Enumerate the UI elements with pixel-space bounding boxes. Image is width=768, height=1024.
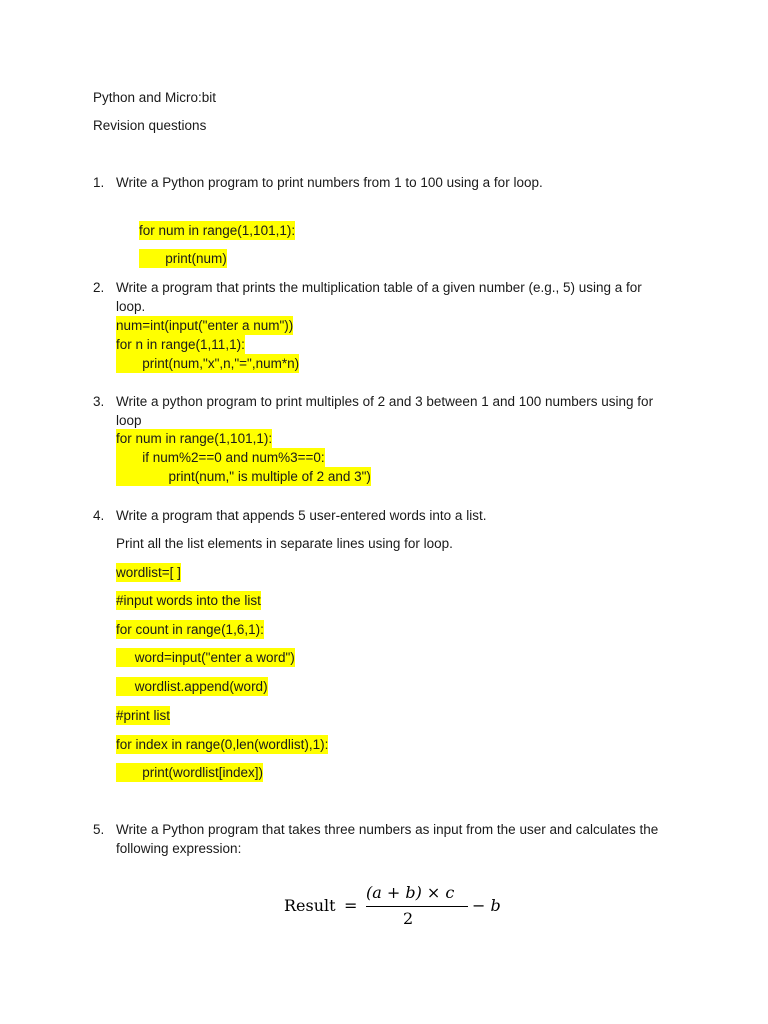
document-subtitle: Revision questions <box>93 118 207 133</box>
question-text: Write a program that prints the multiplication table of a given number (e.g., 5) using a for <box>116 280 642 295</box>
question-number: 4. <box>93 508 105 523</box>
code-line: print(num,"x",n,"=",num*n) <box>116 356 300 371</box>
code-line: for num in range(1,101,1): <box>139 223 296 238</box>
question-text: loop. <box>116 299 146 314</box>
question-text: Write a python program to print multiples of 2 and 3 between 1 and 100 numbers using for <box>116 394 654 409</box>
code-line: num=int(input("enter a num")) <box>116 318 294 333</box>
question-text: Write a Python program to print numbers from 1 to 100 using a for loop. <box>116 175 543 190</box>
code-line: word=input("enter a word") <box>116 650 295 665</box>
code-line: for count in range(1,6,1): <box>116 622 264 637</box>
code-line: for index in range(0,len(wordlist),1): <box>116 737 329 752</box>
formula-tail-op: − <box>472 896 486 915</box>
question-text: following expression: <box>116 841 242 856</box>
question-text: Print all the list elements in separate lines using for loop. <box>116 536 453 551</box>
code-line: #input words into the list <box>116 593 261 608</box>
formula-lhs: Result <box>284 896 336 915</box>
code-line: for num in range(1,101,1): <box>116 431 273 446</box>
code-line: print(wordlist[index]) <box>116 765 264 780</box>
question-number: 5. <box>93 822 105 837</box>
code-line: for n in range(1,11,1): <box>116 337 245 352</box>
code-line: wordlist.append(word) <box>116 679 268 694</box>
question-number: 2. <box>93 280 105 295</box>
code-line: wordlist=[ ] <box>116 565 181 580</box>
fraction-bar <box>366 906 468 907</box>
formula-tail <box>472 896 501 915</box>
question-number: 1. <box>93 175 105 190</box>
formula-denominator: 2 <box>403 909 414 928</box>
question-number: 3. <box>93 394 105 409</box>
code-line: if num%2==0 and num%3==0: <box>116 450 325 465</box>
code-line: #print list <box>116 708 171 723</box>
question-text: loop <box>116 413 142 428</box>
formula-numerator: (a + b) × c <box>366 883 455 902</box>
document-title: Python and Micro:bit <box>93 90 217 105</box>
question-text: Write a Python program that takes three numbers as input from the user and calculates the <box>116 822 659 837</box>
code-line: print(num," is multiple of 2 and 3") <box>116 469 371 484</box>
question-text: Write a program that appends 5 user-entered words into a list. <box>116 508 487 523</box>
formula-equals: = <box>344 896 358 915</box>
code-line: print(num) <box>139 251 227 266</box>
formula-tail-var: b <box>490 896 501 915</box>
